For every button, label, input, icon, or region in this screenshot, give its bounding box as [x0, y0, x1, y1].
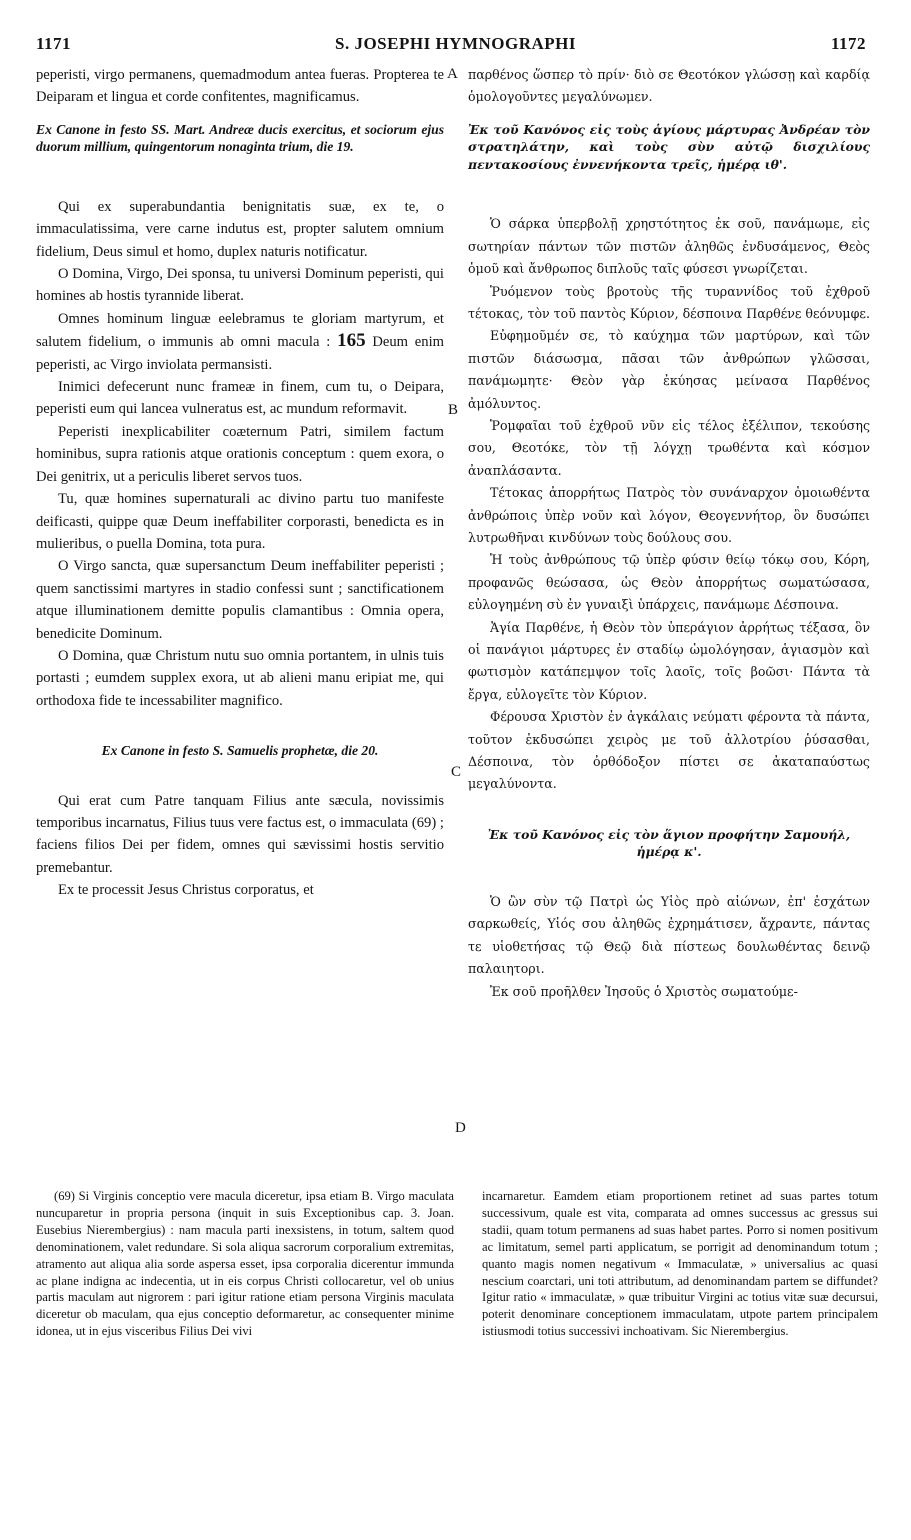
footnote-text: incarnaretur. Eamdem etiam proportionem retinet ad suas partes totum successivum, quale est vita, comparata ad omnes successus ac gressus sui stadii, quam totum permanens ad suas habet partes. Porro si nomen positivum ac limitatum, semel parti applicatum, se porrigit ad denominandum totum ; quanto magis nomen negativum « Immaculatæ, » universalius ac quasi nescium coarctari, uni toti attributum, ad denominandam partem se diffundet? Igitur ratio « immaculatæ, » quæ tribuitur Virgini ac totius vitæ suæ decursui, poterit denominare conceptionem immaculatam, utpote partem principalem istiusmodi totius successivi inchoativam. Sic Nierembergius. — [482, 1189, 878, 1339]
column-number-marker: 165 — [337, 330, 366, 352]
latin-paragraph: Peperisti inexplicabiliter coæternum Patri, similem factum hominibus, supra rationis atque orationis conceptum : quem exora, o Dei genitrix, ut a periculis liberet servos tuos. — [36, 423, 444, 485]
latin-paragraph: Qui ex superabundantia benignitatis suæ, ex te, o immaculatissima, vere carne indutus est, propter salutem omnium fidelium, Deus simul et homo, duplex naturis notificatur. — [36, 198, 444, 260]
margin-letter-c: C — [451, 764, 462, 780]
running-title: S. JOSEPHI HYMNOGRAPHI — [335, 34, 576, 53]
greek-paragraph: Ἁγία Παρθένε, ἡ Θεὸν τὸν ὑπεράγιον ἀρρήτως τέξασα, ὃν οἱ πανάγιοι μάρτυρες ἐν σταδίῳ ὡμολόγησαν, ἁγιασμὸν καὶ φωτισμὸν κατάπεμψον τοῖς λαοῖς, τοῖς βοῶσι· Πάντα τὰ ἔργα, εὐλογεῖτε τὸν Κύριον. — [468, 619, 870, 702]
latin-intro: peperisti, virgo permanens, quemadmodum antea fueras. Propterea te Deiparam et lingua et corde confitentes, magnificamus. — [36, 67, 444, 106]
latin-paragraph: Inimici defecerunt nunc frameæ in finem, cum tu, o Deipara, peperisti eum qui lancea vulneratus est, ac mundum reformavit. — [36, 379, 444, 418]
latin-paragraph: O Domina, quæ Christum nutu suo omnia portantem, in ulnis tuis portasti ; eumdem supplex exora, ut ab alieni manu eripiat me, qui orthodoxa fide te incessabiliter magnifico. — [36, 647, 444, 709]
greek-column — [468, 64, 870, 1003]
greek-paragraph: Ἐκ σοῦ προῆλθεν Ἰησοῦς ὁ Χριστὸς σωματούμε- — [490, 983, 798, 999]
footnote-right — [482, 1188, 878, 1340]
greek-intro: παρθένος ὥσπερ τὸ πρίν· διὸ σε Θεοτόκον γλώσσῃ καὶ καρδίᾳ ὁμολογοῦντες μεγαλύνωμεν. — [468, 67, 870, 105]
page-number-left: 1171 — [36, 34, 72, 53]
greek-paragraph: Ἡ τοὺς ἀνθρώπους τῷ ὑπὲρ φύσιν θείῳ τόκῳ σου, Κόρη, προφανῶς θεώσασα, ὡς Θεὸν ἀπορρήτως σωματώσασα, εὐλογημένη σὺ ἐν γυναιξὶ ὑπάρχεις, πανάμωμε Δέσποινα. — [468, 552, 870, 613]
latin-paragraph: O Domina, Virgo, Dei sponsa, tu universi Dominum peperisti, qui homines ab hostis tyrannide liberat. — [36, 266, 444, 305]
margin-letter-d: D — [455, 1120, 466, 1136]
latin-paragraph: Qui erat cum Patre tanquam Filius ante sæcula, novissimis temporibus incarnatus, Filius tuus vere factus est, o immaculata (69) ; faciens filios Dei per fidem, omnes qui sævissimi hostis servitio premebantur. — [36, 792, 444, 876]
greek-paragraph: Ῥομφαῖαι τοῦ ἐχθροῦ νῦν εἰς τέλος ἐξέλιπον, τεκούσης σου, Θεοτόκε, τὸν τῇ λόγχῃ τρωθέντα καὶ κόσμον ἀναπλάσαντα. — [468, 417, 870, 478]
latin-heading-samuel: Ex Canone in festo S. Samuelis prophetæ, die 20. — [101, 743, 379, 759]
latin-paragraph — [36, 308, 444, 376]
greek-heading-andreas: Ἐκ τοῦ Κανόνος εἰς τοὺς ἁγίους μάρτυρας Ἀνδρέαν τὸν στρατηλάτην, καὶ τοὺς σὺν αὐτῷ δισχιλίους πεντακοσίους ἐννενήκοντα τρεῖς, ἡμέρᾳ ιθ'. — [468, 121, 870, 172]
latin-paragraph: Ex te processit Jesus Christus corporatus, et — [58, 882, 314, 899]
footnote-left — [36, 1188, 454, 1340]
greek-paragraph: Τέτοκας ἀπορρήτως Πατρὸς τὸν συνάναρχον ὁμοιωθέντα ἀνθρώποις ὑπὲρ νοῦν καὶ λόγον, Θεογεννήτορ, ὃν δυσώπει λυτρωθῆναι κινδύνων τοὺς δούλους σου. — [468, 485, 870, 545]
latin-text: Deum enim peperisti, ac Virgo inviolata permansisti. — [36, 334, 444, 373]
footnote-text: (69) Si Virginis conceptio vere macula diceretur, ipsa etiam B. Virgo maculata nuncuparetur in propria persona (inquit in suis Exceptionibus cap. 3. Joan. Eusebius Nierembergius) : nam macula parti inexsistens, in totum, saltem quod denominationem, valet redundare. Si sola aliqua sacrorum corporalium extremitas, atramento aut aliqua alia sorde aspersa esset, ipsa corporalia dicerentur immunda ac plane indigna ac indecentia, ut in eis corpus Christi collocaretur, vel ob unius partis maculam aut nigrorem : pari igitur ratione etiam persona Virginis maculata diceretur ob maculam, qua ejus conceptio deformaretur, ac consequenter minime idonea, ut in ejus visceribus Filius Dei vivi — [36, 1189, 454, 1339]
latin-paragraph: O Virgo sancta, quæ supersanctum Deum ineffabiliter peperisti ; quem sanctissimi martyres in stadio confessi sunt ; sanctificationem atque illuminationem demitte populis clamantibus : Omnia opera, benedicite Dominum. — [36, 558, 444, 642]
greek-paragraph: Ῥυόμενον τοὺς βροτοὺς τῆς τυραννίδος τοῦ ἐχθροῦ τέτοκας, τὸν τοῦ παντὸς Κύριον, δέσποινα Παρθένε θεόνυμφε. — [468, 283, 870, 321]
greek-paragraph: Ὁ σάρκα ὑπερβολῇ χρηστότητος ἐκ σοῦ, πανάμωμε, εἰς σωτηρίαν πάντων τῶν πιστῶν ἀληθῶς ἐνδυσάμενος, Θεὸς ὁμοῦ καὶ ἄνθρωπος διπλοῦς ταῖς φύσεσι γνωρίζεται. — [468, 216, 870, 277]
latin-text: Omnes hominum linguæ eelebramus te gloriam martyrum, et salutem fidelium, o immunis ab omni macula : — [36, 310, 444, 351]
latin-column — [36, 64, 444, 902]
latin-paragraph: Tu, quæ homines supernaturali ac divino partu tuo manifeste deificasti, quippe quæ Deum ineffabiliter corporasti, benedicta es in mulieribus, o puella Domina, tota pura. — [36, 491, 444, 552]
latin-heading-andreas: Ex Canone in festo SS. Mart. Andreæ ducis exercitus, et sociorum ejus duorum millium, quingentorum nonaginta trium, die 19. — [36, 121, 444, 155]
margin-letter-b: B — [448, 402, 459, 418]
greek-paragraph: Εὐφημοῦμέν σε, τὸ καύχημα τῶν μαρτύρων, καὶ τῶν πιστῶν διάσωσμα, πᾶσαι τῶν ἀνθρώπων γλῶσσαι, πανάμωμητε· Θεὸν γὰρ ἐκύησας μείνασα Παρθένος ἀμόλυντος. — [468, 328, 870, 411]
page-number-right: 1172 — [830, 34, 866, 53]
greek-paragraph: Ὁ ὢν σὺν τῷ Πατρὶ ὡς Υἱὸς πρὸ αἰώνων, ἐπ' ἐσχάτων σαρκωθείς, Υἱός σου ἀληθῶς ἐχρημάτισεν, ἄχραντε, πάντας τε υἱοθετήσας τῷ Θεῷ διὰ πίστεως δουλωθέντας δεινῷ παλαιητορι. — [468, 893, 870, 977]
greek-paragraph: Φέρουσα Χριστὸν ἐν ἀγκάλαις νεύματι φέροντα τὰ πάντα, τοῦτον ἐκδυσώπει χειρὸς με τοῦ ἀλλοτρίου ῥύσασθαι, Δέσποινα, τὸν ὀρθόδοξον πίστει σε ἀκαταπαύστως μεγαλύνοντα. — [468, 709, 870, 792]
margin-letter-a: A — [447, 66, 458, 82]
greek-heading-samuel: Ἐκ τοῦ Κανόνος εἰς τὸν ἅγιον προφήτην Σαμουήλ, ἡμέρᾳ κ'. — [487, 826, 851, 860]
